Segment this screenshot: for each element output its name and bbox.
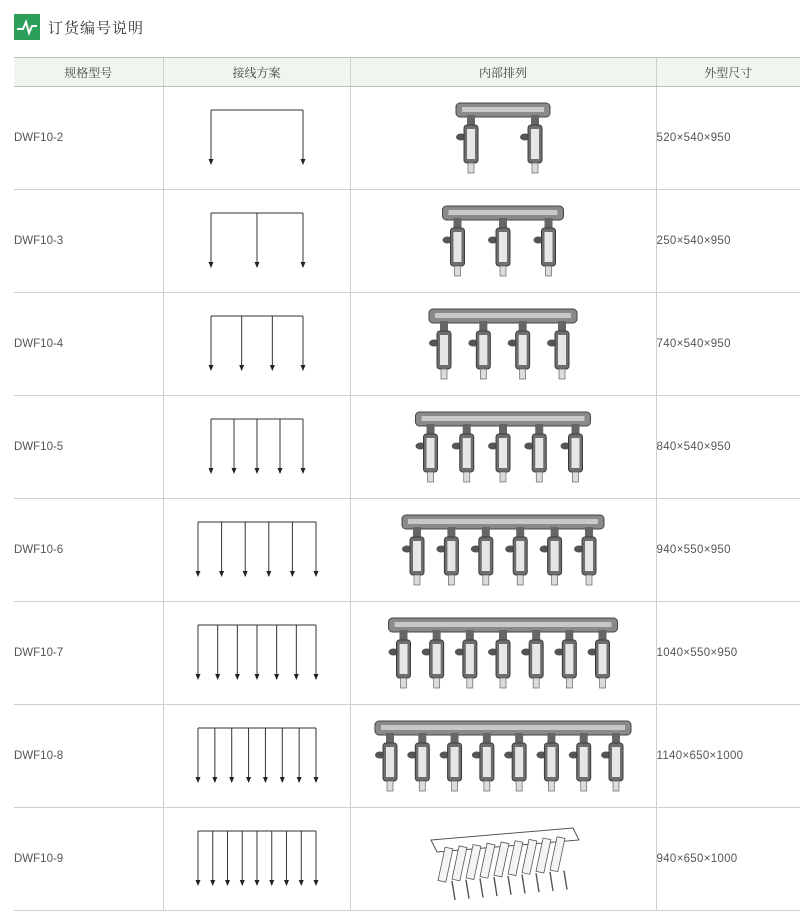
model-cell: DWF10-5: [14, 396, 163, 499]
arrangement-image: [353, 192, 653, 290]
table-row: [14, 499, 800, 602]
model-cell: DWF10-4: [14, 293, 163, 396]
column-header-wiring: 接线方案: [163, 58, 350, 87]
wiring-diagram: [195, 407, 319, 487]
wiring-diagram: [195, 819, 319, 899]
wiring-cell: [163, 293, 350, 396]
dimensions-cell: 940×550×950: [656, 499, 800, 602]
model-cell: DWF10-2: [14, 87, 163, 190]
model-cell: DWF10-7: [14, 602, 163, 705]
arrangement-image: [353, 89, 653, 187]
section-title: 订货编号说明: [48, 19, 145, 37]
arrangement-image: [353, 295, 653, 393]
model-cell: DWF10-9: [14, 808, 163, 911]
arrangement-cell: [350, 190, 656, 293]
table-row: [14, 396, 800, 499]
arrangement-cell: [350, 705, 656, 808]
dimensions-cell: 940×650×1000: [656, 808, 800, 911]
wiring-cell: [163, 705, 350, 808]
model-cell: DWF10-6: [14, 499, 163, 602]
arrangement-image: [353, 604, 653, 702]
model-cell: DWF10-8: [14, 705, 163, 808]
table-row: [14, 190, 800, 293]
arrangement-cell: [350, 808, 656, 911]
arrangement-image: [353, 707, 653, 805]
arrangement-image: [353, 810, 653, 908]
dimensions-cell: 740×540×950: [656, 293, 800, 396]
model-cell: DWF10-3: [14, 190, 163, 293]
table-row: [14, 705, 800, 808]
wiring-diagram: [195, 98, 319, 178]
table-header-row: [14, 58, 800, 87]
wiring-cell: [163, 602, 350, 705]
dimensions-cell: 250×540×950: [656, 190, 800, 293]
table-row: [14, 87, 800, 190]
wiring-diagram: [195, 613, 319, 693]
table-row: [14, 293, 800, 396]
dimensions-cell: 840×540×950: [656, 396, 800, 499]
column-header-model: 规格型号: [14, 58, 163, 87]
arrangement-image: [353, 501, 653, 599]
arrangement-cell: [350, 499, 656, 602]
arrangement-cell: [350, 396, 656, 499]
wiring-diagram: [195, 304, 319, 384]
dimensions-cell: 520×540×950: [656, 87, 800, 190]
column-header-arrangement: 内部排列: [350, 58, 656, 87]
wiring-cell: [163, 808, 350, 911]
column-header-dimensions: 外型尺寸: [656, 58, 800, 87]
arrangement-image: [353, 398, 653, 496]
arrangement-cell: [350, 602, 656, 705]
table-row: [14, 808, 800, 911]
arrangement-cell: [350, 293, 656, 396]
section-header: [14, 14, 144, 40]
wiring-diagram: [195, 201, 319, 281]
dimensions-cell: 1040×550×950: [656, 602, 800, 705]
wiring-cell: [163, 87, 350, 190]
table-row: [14, 602, 800, 705]
arrangement-cell: [350, 87, 656, 190]
green-pulse-logo-icon: [14, 14, 40, 40]
ordering-table: [14, 57, 800, 911]
dimensions-cell: 1140×650×1000: [656, 705, 800, 808]
wiring-cell: [163, 396, 350, 499]
wiring-cell: [163, 499, 350, 602]
wiring-diagram: [195, 510, 319, 590]
wiring-diagram: [195, 716, 319, 796]
wiring-cell: [163, 190, 350, 293]
